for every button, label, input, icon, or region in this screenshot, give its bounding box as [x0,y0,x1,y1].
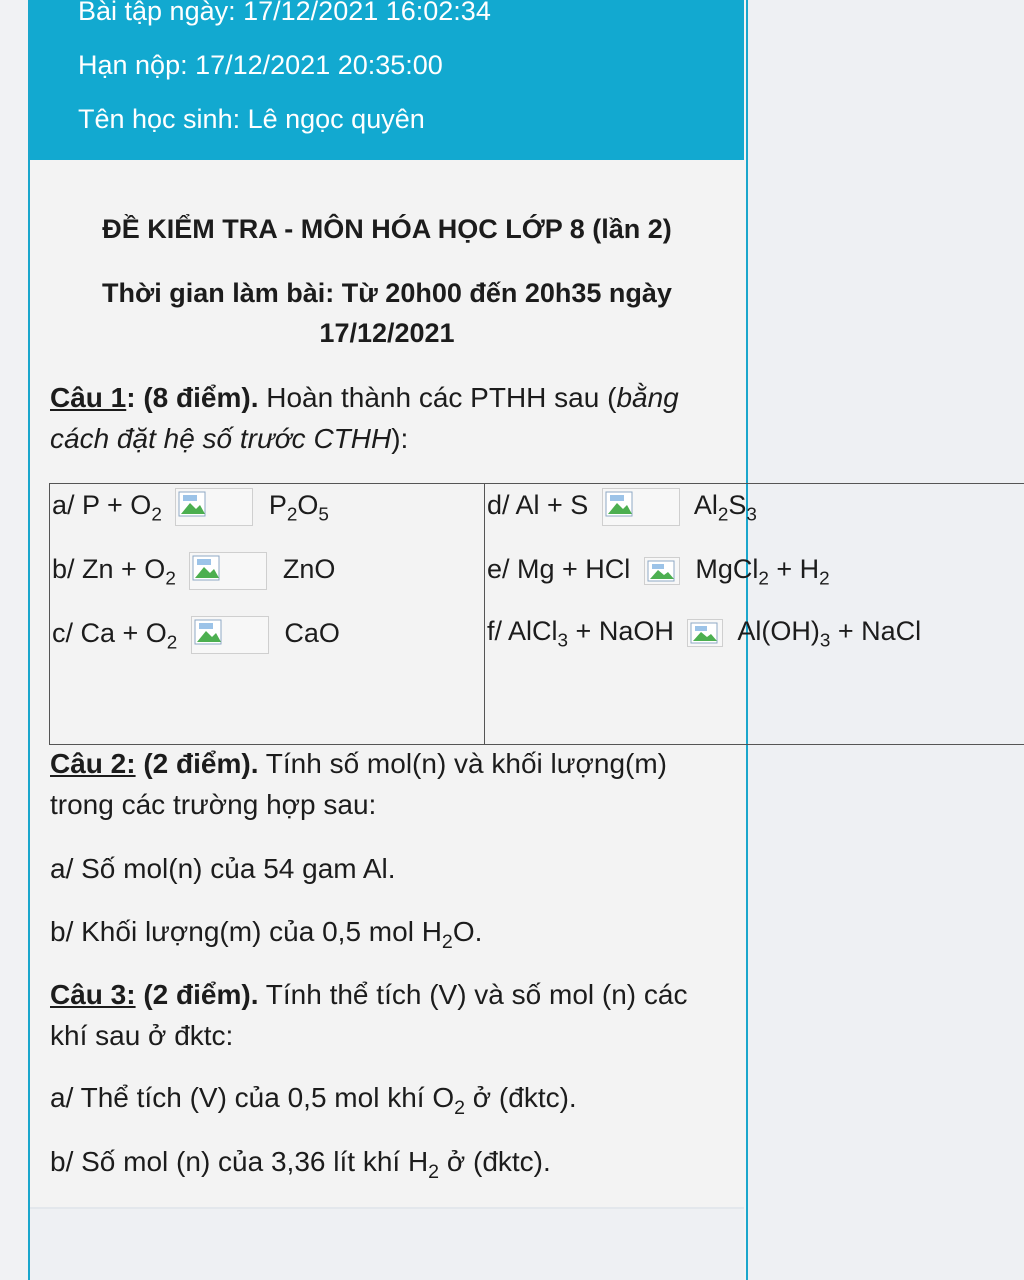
exam-time-line2: 17/12/2021 [319,318,455,348]
broken-image-icon [189,552,267,590]
question-3-part-a: a/ Thể tích (V) của 0,5 mol khí $O_2$ ở (đktc). [50,1082,577,1119]
table-column-divider [484,483,485,745]
question-2-part-a: a/ Số mol(n) của 54 gam Al. [50,853,396,884]
deadline: Hạn nộp: 17/12/2021 20:35:00 [78,50,443,80]
question-1-heading-line2: cách đặt hệ số trước CTHH): [50,423,409,454]
assignment-header [30,0,744,160]
card-footer-area [30,1209,744,1280]
question-2-heading: Câu 2: (2 điểm). Tính số mol(n) và khối lượng(m) [50,748,667,779]
exam-title: ĐỀ KIỂM TRA - MÔN HÓA HỌC LỚP 8 (lần 2) [102,214,672,244]
assigned-date: Bài tập ngày: 17/12/2021 16:02:34 [78,0,491,26]
question-3-heading: Câu 3: (2 điểm). Tính thể tích (V) và số mol (n) các [50,979,688,1010]
broken-image-icon [175,488,253,526]
broken-image-icon [687,619,723,647]
equation-d: d/ Al + S $Al_2S_3$ [487,488,757,526]
student-name: Tên học sinh: Lê ngọc quyên [78,104,425,134]
question-3-heading-line2: khí sau ở đktc: [50,1020,234,1051]
question-3-part-b: b/ Số mol (n) của 3,36 lít khí $H_2$ ở (đktc). [50,1146,551,1183]
broken-image-icon [644,557,680,585]
equation-e: e/ Mg + HCl MgCl$_2$ + $H_2$ [487,554,830,590]
equation-b: b/ $Zn + O_2$ ZnO [52,552,335,590]
broken-image-icon [191,616,269,654]
equation-c: c/ $Ca + O_2$ CaO [52,616,340,654]
question-1-heading: Câu 1: (8 điểm). Hoàn thành các PTHH sau (bằng [50,382,679,413]
equation-a: a/ $P + O_2$ $P_2O_5$ [52,488,329,526]
question-2-part-b: b/ Khối lượng(m) của 0,5 mol $H_2O$. [50,916,483,953]
broken-image-icon [602,488,680,526]
equation-f: f/ AlCl$_3$ + NaOH $Al(OH)_3$ + NaCl [487,616,922,652]
question-2-heading-line2: trong các trường hợp sau: [50,789,377,820]
exam-time-line1: Thời gian làm bài: Từ 20h00 đến 20h35 ngày [102,278,672,308]
